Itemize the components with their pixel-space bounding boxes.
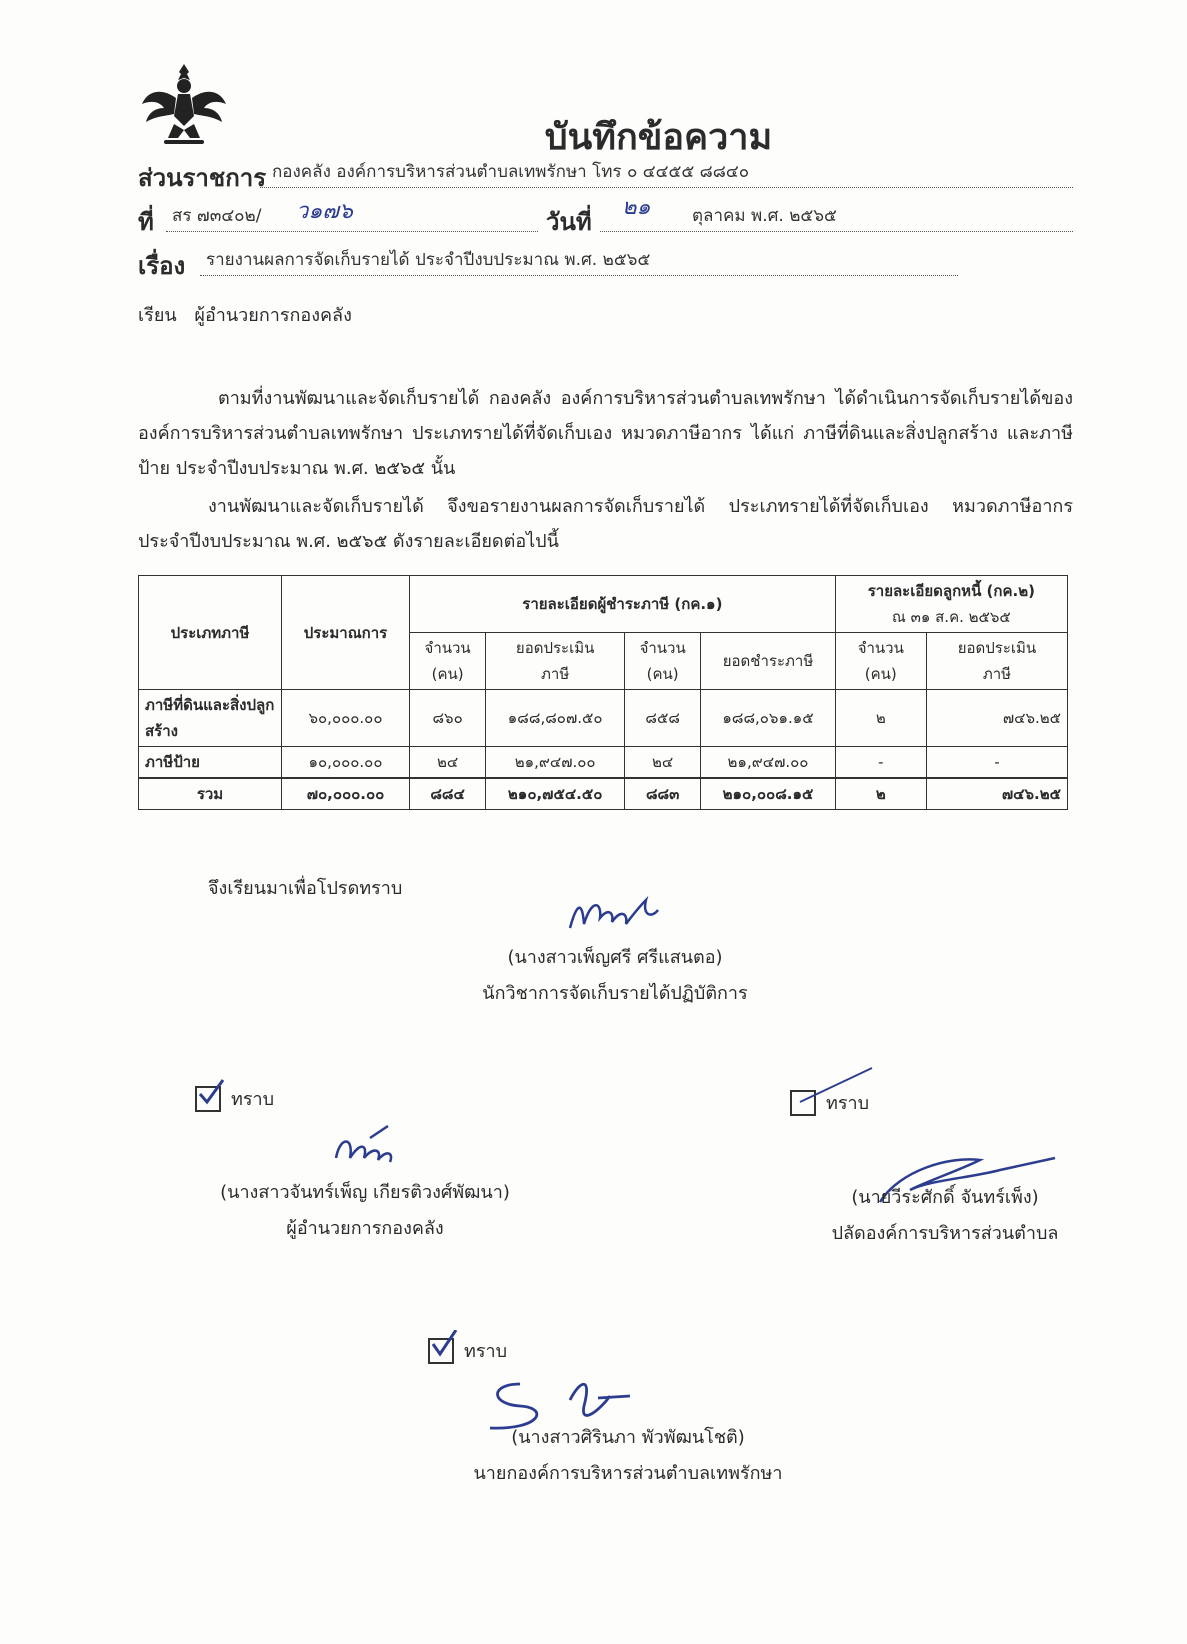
check-icon	[796, 1066, 876, 1106]
subject-label: เรื่อง	[138, 252, 186, 280]
body-paragraph-2: งานพัฒนาและจัดเก็บรายได้ จึงขอรายงานผลการจัดเก็บรายได้ ประเภทรายได้ที่จัดเก็บเอง หมวดภาษีอากร ประจำปีงบประมาณ พ.ศ. ๒๕๖๕ ดังรายละเอียดต่อไปนี้	[138, 496, 1073, 552]
row-estimate: ๖๐,๐๐๐.๐๐	[282, 690, 410, 747]
revenue-table	[138, 575, 1068, 810]
memo-title: บันทึกข้อความ	[544, 117, 773, 158]
ack-label: ทราบ	[826, 1093, 870, 1114]
header-assessed	[486, 633, 625, 690]
row-tax-type: รวม	[139, 778, 282, 810]
director-name: (นางสาวจันทร์เพ็ญ เกียรติวงศ์พัฒนา)	[220, 1182, 510, 1203]
date-day-handwritten: ๒๑	[622, 195, 651, 220]
header-estimate: ประมาณการ	[282, 576, 410, 690]
ack-checkbox[interactable]	[428, 1338, 454, 1364]
row-payer-count: ๘๖๐	[410, 690, 486, 747]
row-paid: ๒๑,๙๔๗.๐๐	[701, 747, 835, 779]
row-paid-count: ๘๕๘	[625, 690, 701, 747]
row-assessed: ๒๑,๙๔๗.๐๐	[486, 747, 625, 779]
header-assessed-word: ยอดประเมิน	[515, 639, 595, 657]
clerk-signature-block	[770, 1180, 1120, 1252]
director-ack	[195, 1084, 274, 1113]
header-tax-word: ภาษี	[541, 665, 570, 683]
check-icon	[195, 1078, 225, 1108]
ack-label: ทราบ	[231, 1089, 275, 1110]
body-paragraph-1: ตามที่งานพัฒนาและจัดเก็บรายได้ กองคลัง องค์การบริหารส่วนตำบลเทพรักษา ได้ดำเนินการจัดเก็บรายได้ขององค์การบริหารส่วนตำบลเทพรักษา ประเภทรายได้ที่จัดเก็บเอง หมวดภาษีอากร ได้แก่ ภาษีที่ดินและสิ่งปลูกสร้าง และภาษีป้าย ประจำปีงบประมาณ พ.ศ. ๒๕๖๕ นั้น	[138, 388, 1073, 479]
header-debtor-detail	[835, 576, 1067, 633]
row-tax-type: ภาษีที่ดินและสิ่งปลูกสร้าง	[139, 690, 282, 747]
header-debtor-count	[835, 633, 926, 690]
ack-label: ทราบ	[464, 1341, 508, 1362]
author-name: (นางสาวเพ็ญศรี ศรีแสนตอ)	[507, 947, 723, 968]
header-assessed-word: ยอดประเมิน	[957, 639, 1037, 657]
mayor-position: นายกองค์การบริหารส่วนตำบลเทพรักษา	[473, 1463, 783, 1484]
author-position: นักวิชาการจัดเก็บรายได้ปฏิบัติการ	[482, 983, 748, 1004]
row-debtor-assessed: ๗๔๖.๒๕	[926, 778, 1067, 810]
mayor-ack	[428, 1336, 507, 1365]
header-payer-detail: รายละเอียดผู้ชำระภาษี (กค.๑)	[410, 576, 836, 633]
header-debtor-date: ณ ๓๑ ส.ค. ๒๕๖๕	[891, 608, 1011, 626]
salutation-label: เรียน	[138, 305, 177, 326]
date-label: วันที่	[546, 208, 592, 236]
director-signature-block	[185, 1175, 545, 1247]
row-payer-count: ๒๔	[410, 747, 486, 779]
row-paid: ๒๑๐,๐๐๘.๑๕	[701, 778, 835, 810]
clerk-ack	[790, 1088, 869, 1117]
table-row	[139, 690, 1068, 747]
table-row	[139, 747, 1068, 779]
row-assessed: ๑๘๘,๘๐๗.๕๐	[486, 690, 625, 747]
reference-row	[138, 195, 1073, 236]
salutation-value: ผู้อำนวยการกองคลัง	[194, 305, 352, 326]
row-estimate: ๗๐,๐๐๐.๐๐	[282, 778, 410, 810]
mayor-signature-block	[418, 1420, 838, 1492]
header-persons: (คน)	[864, 665, 897, 683]
row-paid-count: ๘๘๓	[625, 778, 701, 810]
header-tax-word: ภาษี	[982, 665, 1012, 683]
row-assessed: ๒๑๐,๗๕๔.๕๐	[486, 778, 625, 810]
row-debtor-assessed: ๗๔๖.๒๕	[926, 690, 1067, 747]
header-debtor-title: รายละเอียดลูกหนี้ (กค.๒)	[867, 582, 1035, 600]
row-payer-count: ๘๘๔	[410, 778, 486, 810]
date-value: ตุลาคม พ.ศ. ๒๕๖๕	[692, 206, 837, 226]
row-estimate: ๑๐,๐๐๐.๐๐	[282, 747, 410, 779]
header-payer-count	[410, 633, 486, 690]
row-debtor-count: -	[835, 747, 926, 779]
ref-number-handwritten: ว๑๗๖	[296, 199, 353, 224]
mayor-name: (นางสาวศิรินภา พัวพัฒนโชติ)	[511, 1427, 745, 1448]
check-icon	[428, 1330, 458, 1360]
ref-value: สร ๗๓๔๐๒/	[172, 206, 262, 226]
header-paid-count	[625, 633, 701, 690]
director-position: ผู้อำนวยการกองคลัง	[286, 1218, 444, 1239]
department-value: กองคลัง องค์การบริหารส่วนตำบลเทพรักษา โทร ๐ ๔๔๕๕ ๘๘๔๐	[272, 162, 750, 182]
clerk-position: ปลัดองค์การบริหารส่วนตำบล	[831, 1223, 1059, 1244]
header-persons: (คน)	[646, 665, 679, 683]
header-tax-type: ประเภทภาษี	[139, 576, 282, 690]
ack-checkbox[interactable]	[195, 1086, 221, 1112]
subject-value: รายงานผลการจัดเก็บรายได้ ประจำปีงบประมาณ พ.ศ. ๒๕๖๕	[206, 250, 651, 270]
author-signature	[562, 888, 672, 938]
department-row	[138, 158, 1073, 192]
director-signature	[330, 1122, 420, 1172]
header-debtor-assessed	[926, 633, 1067, 690]
salutation	[138, 300, 352, 329]
row-debtor-count: ๒	[835, 778, 926, 810]
closing-text: จึงเรียนมาเพื่อโปรดทราบ	[208, 878, 403, 899]
row-paid: ๑๘๘,๐๖๑.๑๕	[701, 690, 835, 747]
row-paid-count: ๒๔	[625, 747, 701, 779]
row-debtor-count: ๒	[835, 690, 926, 747]
author-signature-block	[430, 940, 800, 1012]
department-label: ส่วนราชการ	[138, 164, 267, 192]
header-count-word: จำนวน	[639, 639, 686, 657]
row-debtor-assessed: -	[926, 747, 1067, 779]
subject-row	[138, 246, 958, 280]
ack-checkbox[interactable]	[790, 1090, 816, 1116]
header-count-word: จำนวน	[424, 639, 471, 657]
row-tax-type: ภาษีป้าย	[139, 747, 282, 779]
table-total-row	[139, 778, 1068, 810]
clerk-name: (นายวีระศักดิ์ จันทร์เพ็ง)	[851, 1187, 1039, 1208]
ref-label: ที่	[138, 208, 154, 236]
header-paid: ยอดชำระภาษี	[701, 633, 835, 690]
header-persons: (คน)	[431, 665, 464, 683]
header-count-word: จำนวน	[857, 639, 904, 657]
